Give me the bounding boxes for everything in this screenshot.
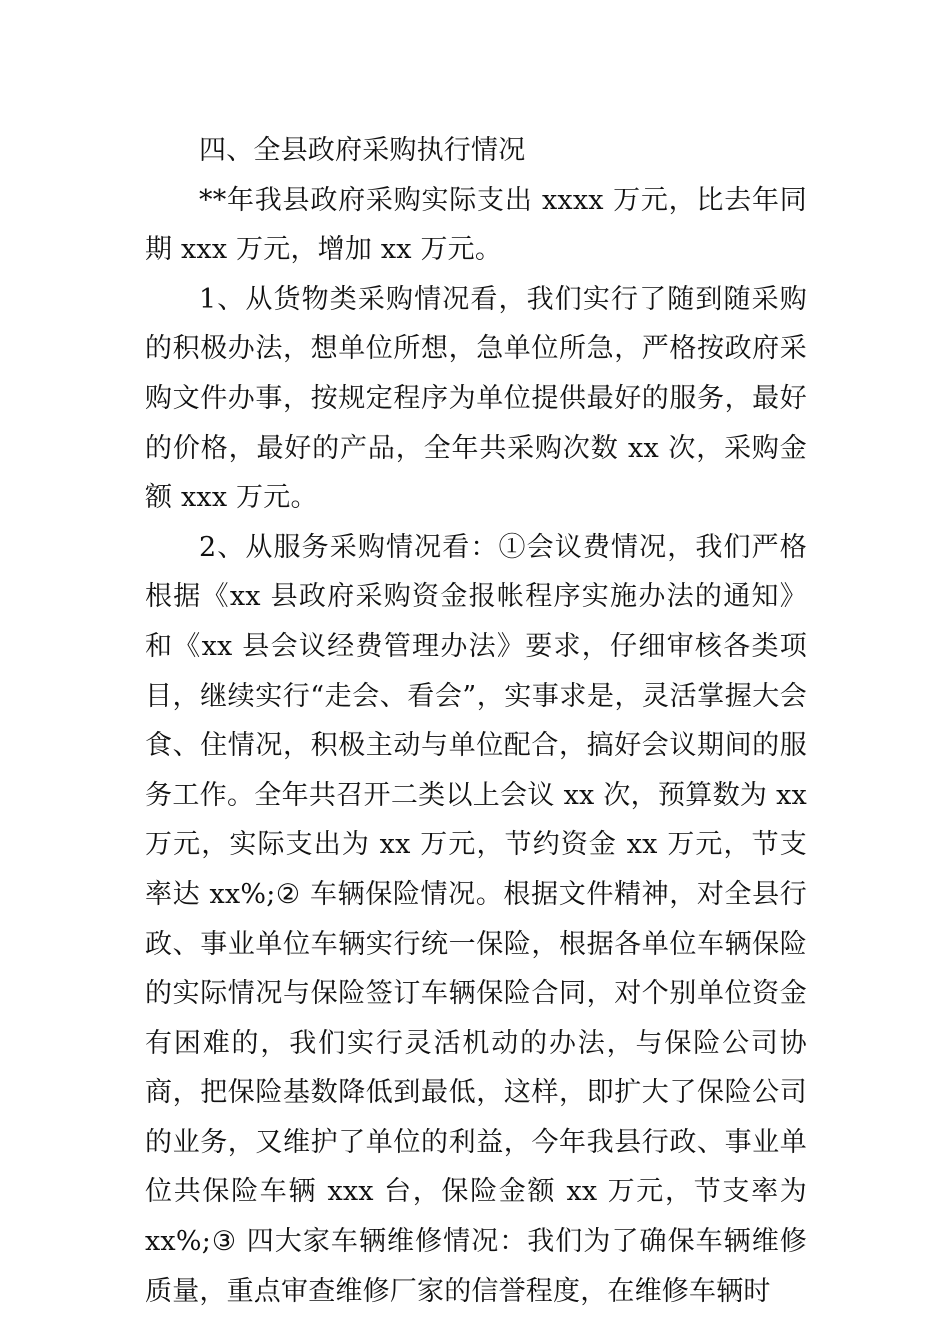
section-heading: 四、全县政府采购执行情况 [199,135,526,166]
document-page [145,126,807,1316]
paragraph-goods-procurement: 1、从货物类采购情况看，我们实行了随到随采购的积极办法，想单位所想，急单位所急，严格按政府采购文件办事，按规定程序为单位提供最好的服务，最好的价格，最好的产品，全年共采购次数 xx 次，采购金额 xxx 万元。 [145,283,807,514]
paragraph-summary: **年我县政府采购实际支出 xxxx 万元，比去年同期 xxx 万元，增加 xx 万元。 [145,184,807,266]
paragraph-service-procurement: 2、从服务采购情况看：①会议费情况，我们严格根据《xx 县政府采购资金报帐程序实施办法的通知》和《xx 县会议经费管理办法》要求，仔细审核各类项目，继续实行“走会、看会”，实事求是，灵活掌握大会食、住情况，积极主动与单位配合，搞好会议期间的服务工作。全年共召开二类以上会议 xx 次，预算数为 xx 万元，实际支出为 xx 万元，节约资金 xx 万元，节支率达 xx%;② 车辆保险情况。根据文件精神，对全县行政、事业单位车辆实行统一保险，根据各单位车辆保险的实际情况与保险签订车辆保险合同，对个别单位资金有困难的，我们实行灵活机动的办法，与保险公司协商，把保险基数降低到最低，这样，即扩大了保险公司的业务，又维护了单位的利益，今年我县行政、事业单位共保险车辆 xxx 台，保险金额 xx 万元，节支率为 xx%;③ 四大家车辆维修情况：我们为了确保车辆维修质量，重点审查维修厂家的信誉程度，在维修车辆时 [145,531,807,1307]
